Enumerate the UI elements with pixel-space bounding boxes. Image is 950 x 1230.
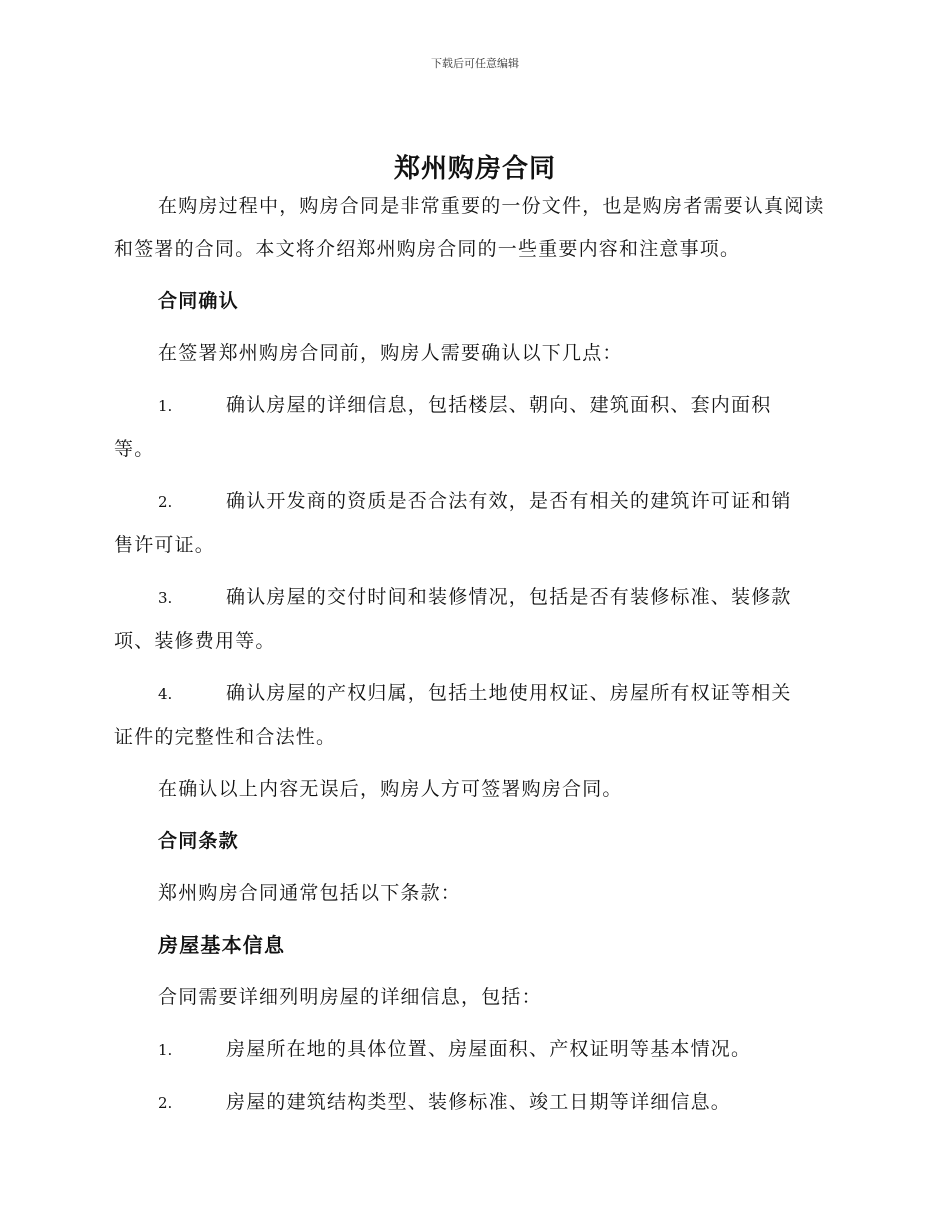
section-heading-contract-terms: 合同条款 bbox=[158, 830, 239, 852]
list-item-text: 确认房屋的产权归属，包括土地使用权证、房屋所有权证等相关 bbox=[226, 682, 792, 704]
list-item-continuation: 项、装修费用等。 bbox=[114, 630, 276, 652]
list-item-continuation: 售许可证。 bbox=[114, 534, 216, 556]
list-item bbox=[114, 384, 834, 471]
list-item-continuation: 等。 bbox=[114, 438, 155, 460]
list-item-number: 2. bbox=[158, 1094, 173, 1112]
header-note: 下载后可任意编辑 bbox=[431, 57, 519, 70]
list-item-text: 房屋的建筑结构类型、装修标准、竣工日期等详细信息。 bbox=[226, 1091, 732, 1113]
section-heading-house-info: 房屋基本信息 bbox=[158, 933, 286, 957]
document-title: 郑州购房合同 bbox=[393, 154, 556, 184]
list-item bbox=[114, 1028, 834, 1072]
list-item-text: 房屋所在地的具体位置、房屋面积、产权证明等基本情况。 bbox=[226, 1038, 752, 1060]
section3-lead: 合同需要详细列明房屋的详细信息，包括： bbox=[158, 986, 542, 1008]
list-item-text: 确认房屋的详细信息，包括楼层、朝向、建筑面积、套内面积 bbox=[226, 394, 772, 416]
list-item bbox=[114, 480, 834, 567]
section1-lead: 在签署郑州购房合同前，购房人需要确认以下几点： bbox=[158, 342, 623, 364]
list-item bbox=[114, 576, 834, 663]
list-item-number: 2. bbox=[158, 493, 173, 511]
section-heading-contract-confirmation: 合同确认 bbox=[158, 290, 239, 312]
list-item-text: 确认房屋的交付时间和装修情况，包括是否有装修标准、装修款 bbox=[226, 586, 792, 608]
list-item-number: 3. bbox=[158, 589, 173, 607]
list-item-number: 1. bbox=[158, 1041, 173, 1059]
section2-lead: 郑州购房合同通常包括以下条款： bbox=[158, 882, 462, 904]
document-body bbox=[114, 185, 834, 1125]
section1-closing: 在确认以上内容无误后，购房人方可签署购房合同。 bbox=[158, 778, 623, 800]
list-item bbox=[114, 672, 834, 759]
list-item bbox=[114, 1081, 834, 1125]
list-item-number: 1. bbox=[158, 397, 173, 415]
intro-paragraph: 在购房过程中，购房合同是非常重要的一份文件，也是购房者需要认真阅读和签署的合同。本文将介绍郑州购房合同的一些重要内容和注意事项。 bbox=[114, 195, 825, 260]
list-item-number: 4. bbox=[158, 685, 173, 703]
list-item-text: 确认开发商的资质是否合法有效，是否有相关的建筑许可证和销 bbox=[226, 490, 792, 512]
list-item-continuation: 证件的完整性和合法性。 bbox=[114, 726, 337, 748]
